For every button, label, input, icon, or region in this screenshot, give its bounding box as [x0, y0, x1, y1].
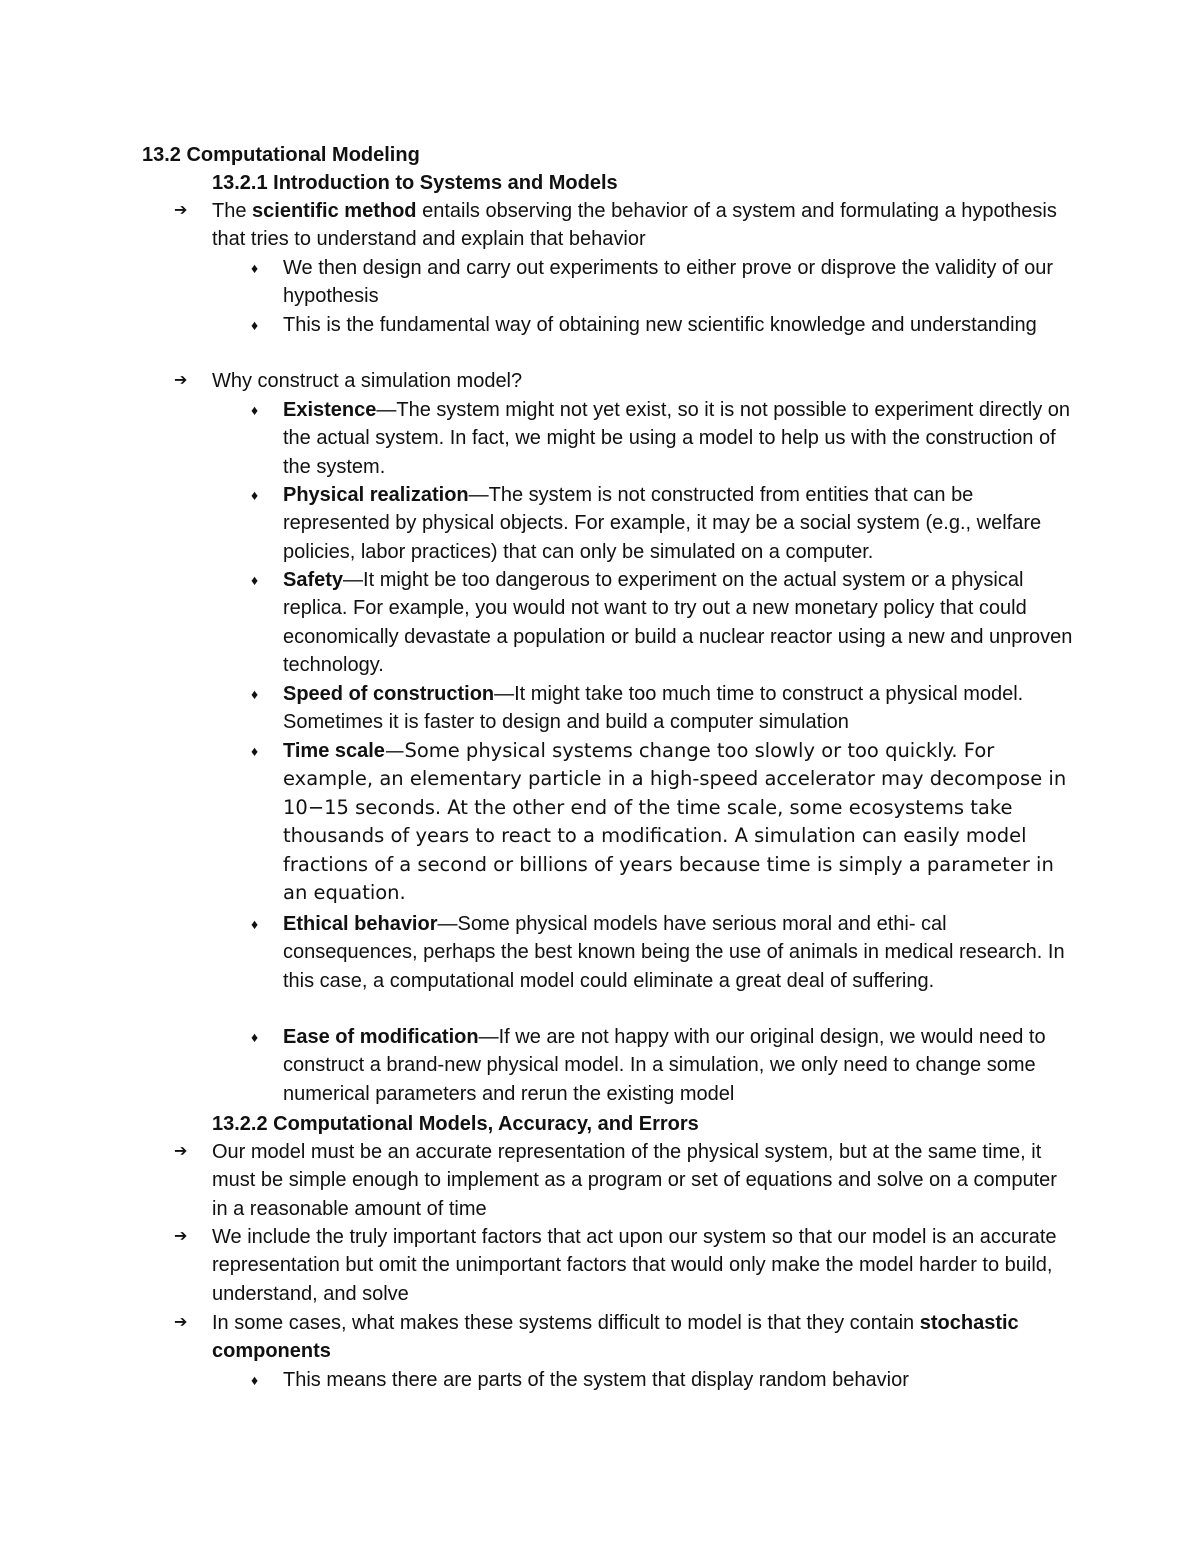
item-prefix: The — [212, 200, 253, 222]
list-item-accurate-model — [174, 1138, 1072, 1223]
item-text: —Some physical systems change too slowly or too quickly. For example, an elementary particle in a high-speed accelerator may decompose in 10−15 seconds. At the other end of the time scale, some ecosystems take thousands of years to react to a modification. A simulation can easily model fractions of a second or billions of years because time is simply a parameter in an equation. — [283, 739, 1067, 905]
diamond-bullet-icon: ♦ — [251, 686, 259, 702]
arrow-bullet-icon: ➔ — [174, 1228, 188, 1245]
diamond-bullet-icon: ♦ — [251, 317, 259, 333]
item-term: Ease of modification — [283, 1026, 479, 1048]
list-subitem-ethical — [251, 910, 1073, 995]
item-text: entails observing the behavior of a system and formulating a hypothesis that tries to understand and explain that behavior — [212, 200, 1057, 251]
item-text: This means there are parts of the system that display random behavior — [283, 1369, 909, 1391]
list-item-important-factors — [174, 1223, 1072, 1308]
item-text: We then design and carry out experiments to either prove or disprove the validity of our hypothesis — [283, 257, 1054, 308]
list-subitem-speed — [251, 680, 1073, 737]
item-term: Speed of construction — [283, 683, 495, 705]
item-term: stochastic components — [212, 1312, 1019, 1363]
list-item-scientific-method — [174, 197, 1072, 254]
item-text: —Some physical models have serious moral and ethi- cal consequences, perhaps the best known being the use of animals in medical research. In this case, a computational model could eliminate a great deal of suffering. — [283, 913, 1065, 992]
diamond-bullet-icon: ♦ — [251, 743, 259, 759]
list-subitem-safety — [251, 566, 1073, 680]
arrow-bullet-icon: ➔ — [174, 1143, 188, 1160]
diamond-bullet-icon: ♦ — [251, 572, 259, 588]
item-text: —The system might not yet exist, so it is not possible to experiment directly on the actual system. In fact, we might be using a model to help us with the construction of the system. — [283, 399, 1071, 478]
item-text: —The system is not constructed from entities that can be represented by physical objects. For example, it may be a social system (e.g., welfare policies, labor practices) that can only be simulated on a computer. — [283, 484, 1042, 563]
list-subitem-time-scale — [251, 737, 1073, 907]
list-subitem-knowledge — [251, 311, 1073, 339]
item-text: Why construct a simulation model? — [212, 370, 523, 392]
item-term: Existence — [283, 399, 377, 421]
item-text: —It might take too much time to construct a physical model. Sometimes it is faster to design and build a computer simulation — [283, 683, 1024, 734]
item-term: Time scale — [283, 740, 385, 762]
list-item-why-simulate — [174, 367, 1072, 395]
list-subitem-existence — [251, 396, 1073, 481]
diamond-bullet-icon: ♦ — [251, 1029, 259, 1045]
item-term: Ethical behavior — [283, 913, 438, 935]
list-subitem-experiments — [251, 254, 1073, 311]
arrow-bullet-icon: ➔ — [174, 1314, 188, 1331]
diamond-bullet-icon: ♦ — [251, 487, 259, 503]
list-subitem-random-behavior — [251, 1366, 1073, 1394]
item-term: Safety — [283, 569, 344, 591]
list-subitem-physical-realization — [251, 481, 1073, 566]
list-item-stochastic — [174, 1309, 1072, 1366]
item-text: —It might be too dangerous to experiment on the actual system or a physical replica. For example, you would not want to try out a new monetary policy that could economically devastate a population or build a nuclear reactor using a new and unproven technology. — [283, 569, 1073, 677]
item-text: —If we are not happy with our original design, we would need to construct a brand-new physical model. In a simulation, we only need to change some numerical parameters and rerun the existing model — [283, 1026, 1046, 1105]
item-text: This is the fundamental way of obtaining new scientific knowledge and understanding — [283, 314, 1037, 336]
arrow-bullet-icon: ➔ — [174, 202, 188, 219]
section-heading-intro: 13.2.1 Introduction to Systems and Models — [212, 172, 618, 194]
item-term: Physical realization — [283, 484, 469, 506]
list-subitem-modification — [251, 1023, 1073, 1108]
diamond-bullet-icon: ♦ — [251, 402, 259, 418]
arrow-bullet-icon: ➔ — [174, 372, 188, 389]
diamond-bullet-icon: ♦ — [251, 1372, 259, 1388]
section-heading-accuracy: 13.2.2 Computational Models, Accuracy, and Errors — [212, 1113, 699, 1135]
item-prefix: In some cases, what makes these systems difficult to model is that they contain — [212, 1312, 920, 1334]
page-title: 13.2 Computational Modeling — [142, 144, 420, 166]
item-term: scientific method — [252, 200, 417, 222]
diamond-bullet-icon: ♦ — [251, 260, 259, 276]
item-text: Our model must be an accurate representation of the physical system, but at the same time, it must be simple enough to implement as a program or set of equations and solve on a computer in a reasonable amount of time — [212, 1141, 1057, 1220]
item-text: We include the truly important factors that act upon our system so that our model is an accurate representation but omit the unimportant factors that would only make the model harder to build, understand, and solve — [212, 1226, 1057, 1305]
diamond-bullet-icon: ♦ — [251, 916, 259, 932]
